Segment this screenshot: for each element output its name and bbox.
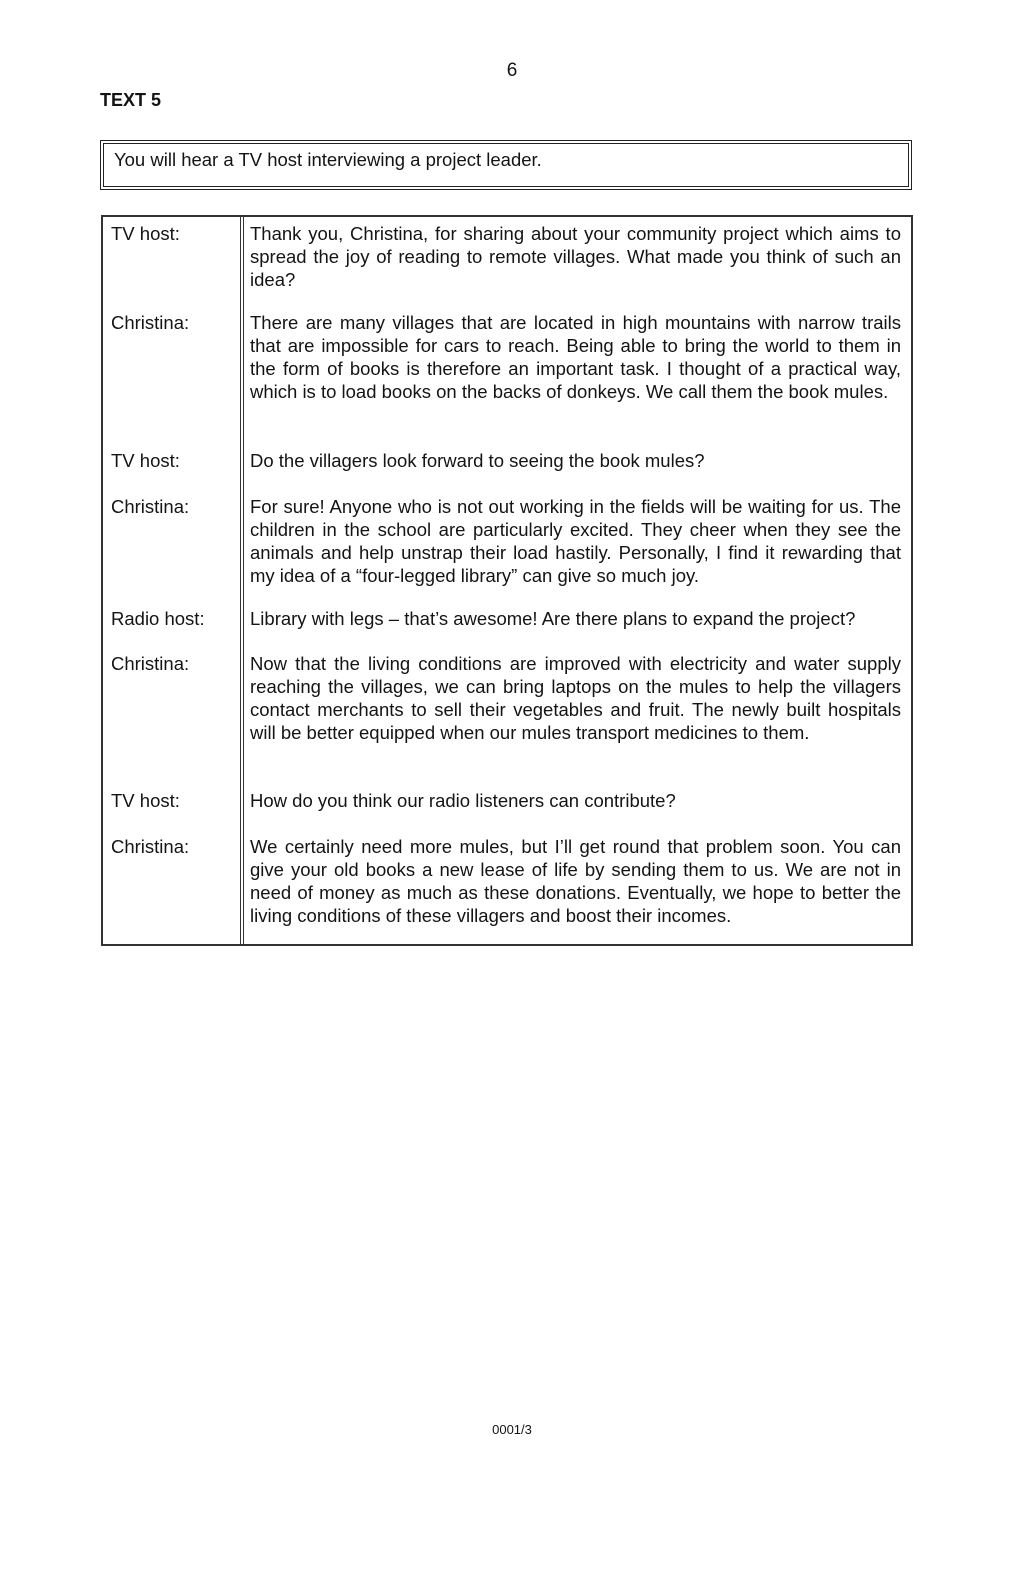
speaker-label: Christina: (111, 496, 190, 517)
utterance-text: Do the villagers look forward to seeing the book mules? (250, 450, 705, 471)
speaker-label: Christina: (111, 836, 190, 857)
speaker-label: TV host: (111, 450, 180, 471)
utterance-text: Library with legs – that’s awesome! Are there plans to expand the project? (250, 608, 856, 629)
utterance-text: There are many villages that are located in high mountains with narrow trails that are impossible for cars to reach. Being able to bring the world to them in the form of books is therefore an important task. I thought of a practical way, which is to load books on the backs of donkeys. We call them the book mules. (250, 312, 901, 402)
utterance-text: For sure! Anyone who is not out working in the fields will be waiting for us. The children in the school are particularly excited. They cheer when they see the animals and help unstrap their load hastily. Personally, I find it rewarding that my idea of a “four-legged library” can give so much joy. (250, 496, 901, 586)
intro-text: You will hear a TV host interviewing a project leader. (114, 149, 542, 170)
dialogue-table (101, 215, 913, 946)
speaker-label: Christina: (111, 653, 190, 674)
utterance-text: Now that the living conditions are improved with electricity and water supply reaching the villages, we can bring laptops on the mules to help the villagers contact merchants to sell their vegetables and fruit. The newly built hospitals will be better equipped when our mules transport medicines to them. (250, 653, 901, 743)
speaker-label: Christina: (111, 312, 190, 333)
footer-code: 0001/3 (492, 1422, 532, 1437)
speaker-label: TV host: (111, 223, 180, 244)
column-divider (240, 217, 244, 944)
utterance-text: How do you think our radio listeners can contribute? (250, 790, 676, 811)
speaker-label: TV host: (111, 790, 180, 811)
speaker-label: Radio host: (111, 608, 205, 629)
page-number: 6 (506, 60, 518, 81)
section-title: TEXT 5 (100, 90, 162, 110)
intro-box (100, 140, 912, 190)
utterance-text: We certainly need more mules, but I’ll get round that problem soon. You can give your old books a new lease of life by sending them to us. We are not in need of money as much as these donations. Eventually, we hope to better the living conditions of these villagers and boost their incomes. (250, 836, 901, 926)
utterance-text: Thank you, Christina, for sharing about your community project which aims to spread the joy of reading to remote villages. What made you think of such an idea? (250, 223, 901, 290)
